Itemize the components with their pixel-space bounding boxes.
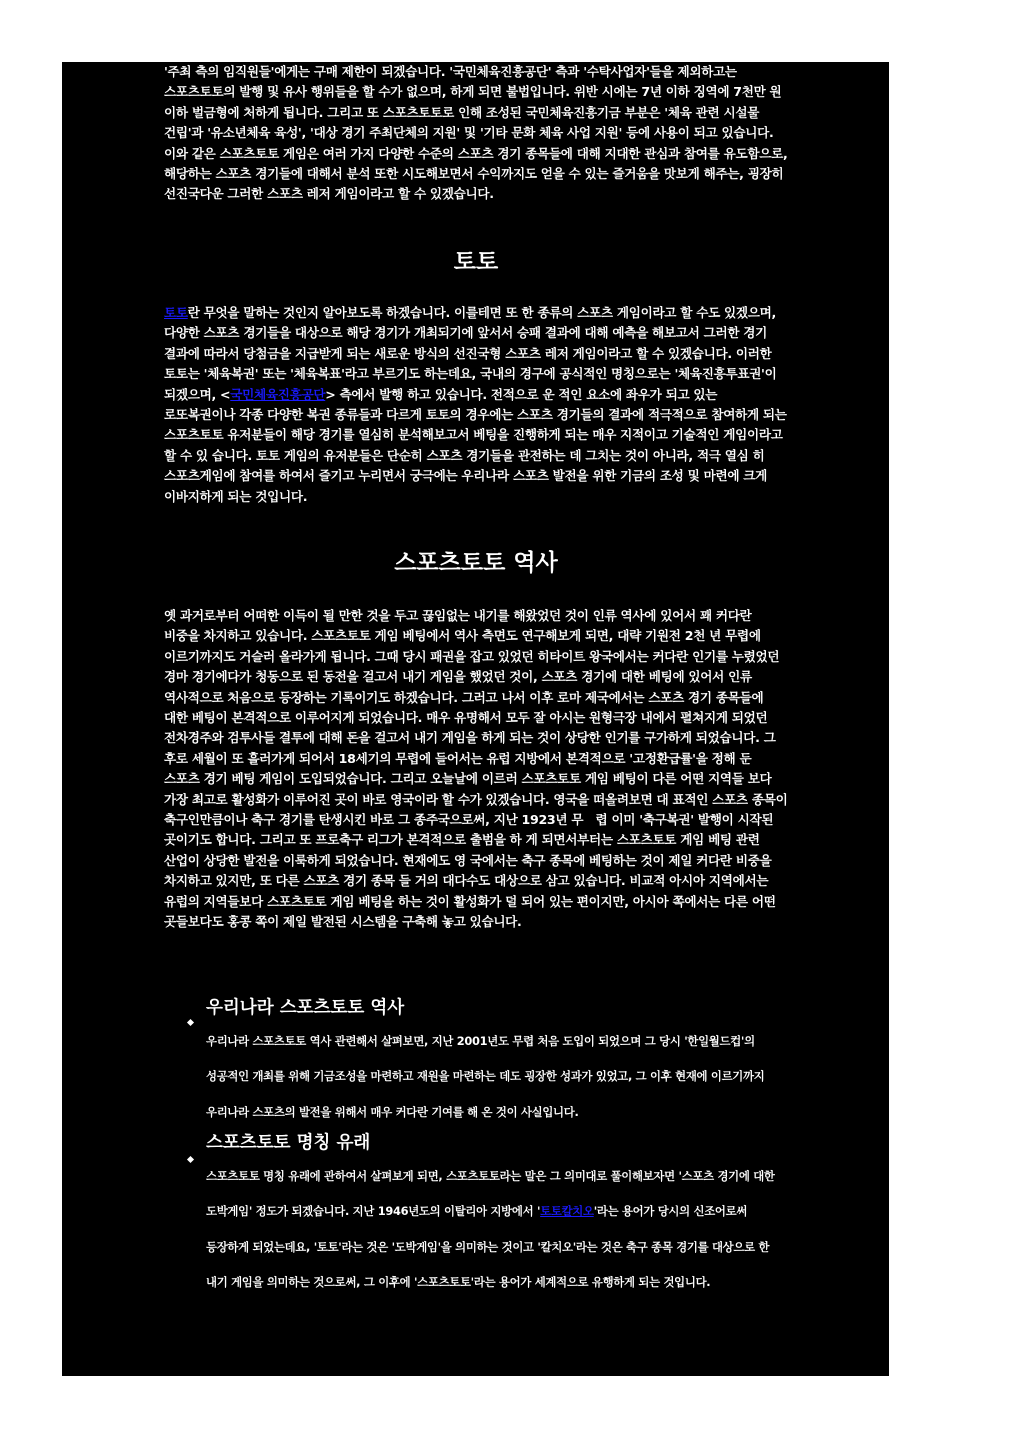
toto-text-a: 란 무엇을 말하는 것인지 알아보도록 하겠습니다. 이를테면 또 한 종류의 스포츠 게임이라고 할 수도 있겠으며, 다양한 스포츠 경기들을 대상으로 해당 경기가 개최되기에 앞서서 승패 결과에 대해 예측을 해보고서 그러한 경기 결과에 따라서 당첨금을 지급받게 되는 새로운 방식의 선진국형 스포츠 레저 게임이라고 할 수 있겠습니다. 이러한 토토는 '체육복권' 또는 '체육복표'라고 부르기도 하는데요, 국내의 경구에 공식적인 명칭으로는 '체육진흥투표권'이 되겠으며, < <box>164 305 777 402</box>
history-heading: 스포츠토토 역사 <box>394 550 558 576</box>
naming-title: 스포츠토토 명칭 유래 <box>206 1133 371 1153</box>
history-paragraph: 옛 과거로부터 어떠한 이득이 될 만한 것을 두고 끊임없는 내기를 해왔었던 것이 인류 역사에 있어서 꽤 커다란 비중을 차지하고 있습니다. 스포츠토토 게임 베팅에서 역사 측면도 연구해보게 되면, 대략 기원전 2천 년 무렵에 이르기까지도 거슬러 올라가게 됩니다. 그때 당시 패권을 잡고 있었던 히타이트 왕국에서는 커다란 인기를 누렸었던 경마 경기에다가 청동으로 된 동전을 걸고서 내기 게임을 했었던 것이, 스포츠 경기에 대한 베팅에 있어서 인류 역사적으로 처음으로 등장하는 기록이기도 하겠습니다. 그러고 나서 이후 로마 제국에서는 스포츠 경기 종목들에 대한 베팅이 본격적으로 이루어지게 되었습니다. 매우 유명해서 모두 잘 아시는 원형극장 내에서 펼쳐지게 되었던 전차경주와 검투사들 결투에 대해 돈을 걸고서 내기 게임을 하게 되는 것이 상당한 인기를 구가하게 되었습니다. 그 후로 세월이 또 흘러가게 되어서 18세기의 무렵에 들어서는 유럽 지방에서 본격적으로 '고정환급률'을 정해 둔 스포츠 경기 베팅 게임이 도입되었습니다. 그리고 오늘날에 이르러 스포츠토토 게임 베팅이 다른 어떤 지역들 보다 가장 최고로 활성화가 이루어진 곳이 바로 영국이라 할 수가 있겠습니다. 영국을 떠올려보면 대 표적인 스포츠 종목이 축구인만큼이나 축구 경기를 탄생시킨 바로 그 종주국으로써, 지난 1923년 무 렵 이미 '축구복권' 발행이 시작된 곳이기도 합니다. 그리고 또 프로축구 리그가 본격적으로 출범을 하 게 되면서부터는 스포츠토토 게임 베팅 관련 산업이 상당한 발전을 이룩하게 되었습니다. 현재에도 영 국에서는 축구 종목에 베팅하는 것이 제일 커다란 비중을 차지하고 있지만, 또 다른 스포츠 경기 종목 들 거의 대다수도 대상으로 삼고 있습니다. 비교적 아시아 지역에서는 유럽의 지역들보다 스포츠토토 게임 베팅을 하는 것이 활성화가 덜 되어 있는 편이지만, 아시아 쪽에서는 다른 어떤 곳들보다도 홍콩 쪽이 제일 발전된 시스템을 구축해 놓고 있습니다. <box>164 608 788 930</box>
history-section <box>164 548 788 578</box>
korea-history-text: 우리나라 스포츠토토 역사 관련해서 살펴보면, 지난 2001년도 무렵 처음 도입이 되었으며 그 당시 '한일월드컵'의 성공적인 개최를 위해 기금조성을 마련하고 재원을 마련하는 데도 굉장한 성과가 있었고, 그 이후 현재에 이르기까지 우리나라 스포츠의 발전을 위해서 매우 커다란 기여를 해 온 것이 사실입니다. <box>206 1034 765 1119</box>
intro-section <box>164 62 788 205</box>
korea-history-title: 우리나라 스포츠토토 역사 <box>206 998 405 1018</box>
intro-paragraph: '주최 측의 임직원들'에게는 구매 제한이 되겠습니다. '국민체육진흥공단' 측과 '수탁사업자'들을 제외하고는 스포츠토토의 발행 및 유사 행위들을 할 수가 없으며, 하게 되면 불법입니다. 위반 시에는 7년 이하 징역에 7천만 원 이하 벌금형에 처하게 됩니다. 그리고 또 스포츠토토로 인해 조성된 국민체육진흥기금 부분은 '체육 관련 시설물 건립'과 '유소년체육 육성', '대상 경기 주최단체의 지원' 및 '기타 문화 체육 사업 지원' 등에 사용이 되고 있습니다. 이와 같은 스포츠토토 게임은 여러 가지 다양한 수준의 스포츠 경기 종목들에 대해 지대한 관심과 참여를 유도함으로, 해당하는 스포츠 경기들에 대해서 분석 또한 시도해보면서 수익까지도 얻을 수 있는 즐거움을 맛보게 해주는, 굉장히 선진국다운 그러한 스포츠 레저 게임이라고 할 수 있겠습니다. <box>164 64 788 202</box>
bullet-icon <box>187 1019 194 1026</box>
bullet-icon <box>187 1156 194 1163</box>
history-body <box>164 606 788 933</box>
naming-text-b: '라는 용어가 당시의 신조어로써 등장하게 되었는데요, '토토'라는 것은 '도박게임'을 의미하는 것이고 '칼치오'라는 것은 축구 종목 경기를 대상으로 한 내기 게임을 의미하는 것으로써, 그 이후에 '스포츠토토'라는 용어가 세계적으로 유행하게 되는 것입니다. <box>206 1204 770 1290</box>
toto-body <box>164 303 788 507</box>
document-page <box>62 62 889 1376</box>
naming-text-a: 스포츠토토 명칭 유래에 관하여서 살펴보게 되면, 스포츠토토라는 말은 그 의미대로 풀이해보자면 '스포츠 경기에 대한 도박게임' 정도가 되겠습니다. 지난 1946년도의 이탈리아 지방에서 ' <box>206 1169 775 1219</box>
totocalcio-link[interactable]: 토토칼치오 <box>540 1204 594 1219</box>
toto-paragraph <box>164 303 788 507</box>
toto-link[interactable]: 토토 <box>164 305 188 320</box>
toto-heading: 토토 <box>453 249 499 275</box>
toto-section <box>164 247 788 277</box>
toto-text-b: > 측에서 발행 하고 있습니다. 전적으로 운 적인 요소에 좌우가 되고 있는 로또복권이나 각종 다양한 복권 종류들과 다르게 토토의 경우에는 스포츠 경기들의 결과에 적극적으로 참여하게 되는 스포츠토토 유저분들이 해당 경기를 열심히 분석해보고서 베팅을 진행하게 되는 매우 지적이고 기술적인 게임이라고 할 수 있 습니다. 토토 게임의 유저분들은 단순히 스포츠 경기들을 관전하는 데 그치는 것이 아니라, 적극 열심 히 스포츠게임에 참여를 하여서 즐기고 누리면서 궁극에는 우리나라 스포츠 발전을 위한 기금의 조성 및 마련에 크게 이바지하게 되는 것입니다. <box>164 386 787 504</box>
kspo-link[interactable]: 국민체육진흥공단 <box>230 386 326 402</box>
naming-text <box>206 1159 788 1301</box>
